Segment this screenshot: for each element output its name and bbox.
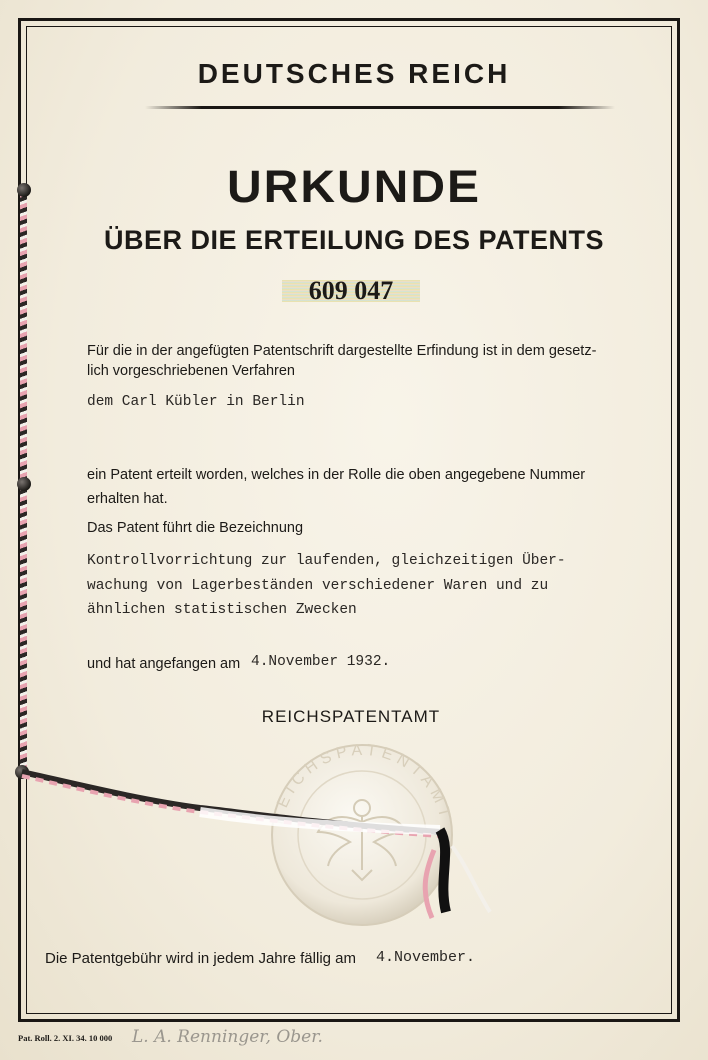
document-subtitle: ÜBER DIE ERTEILUNG DES PATENTS [103, 225, 605, 255]
patent-number: 609 047 [308, 276, 394, 305]
office-name: REICHSPATENTAMT [261, 707, 441, 726]
granted-text-line2: erhalten hat. [87, 491, 168, 507]
patent-holder: dem Carl Kübler in Berlin [87, 394, 305, 410]
country-heading: DEUTSCHES REICH [197, 58, 511, 89]
start-date: 4.November 1932. [251, 654, 391, 670]
intro-text-line1: Für die in der angefügten Patentschrift dargestellte Erfindung ist in dem gesetz- [87, 343, 597, 359]
seal-text: REICHSPATENTAMT [269, 741, 455, 826]
document-title: URKUNDE [227, 162, 481, 213]
start-label: und hat angefangen am [87, 656, 241, 672]
intro-text-line2: lich vorgeschriebenen Verfahren [87, 363, 295, 379]
designation-intro: Das Patent führt die Bezeichnung [87, 520, 304, 536]
designation-line1: Kontrollvorrichtung zur laufenden, gleichzeitigen Über- [87, 553, 566, 569]
granted-text-line1: ein Patent erteilt worden, welches in der Rolle die oben angegebene Nummer [87, 467, 586, 483]
fee-date: 4.November. [376, 949, 476, 966]
form-code: Pat. Roll. 2. XI. 34. 10 000 [18, 1033, 113, 1043]
fee-label: Die Patentgebühr wird in jedem Jahre fällig am [45, 950, 356, 967]
handwritten-signature: L. A. Renninger, Ober. [132, 1027, 323, 1047]
designation-line3: ähnlichen statistischen Zwecken [87, 602, 357, 618]
designation-line2: wachung von Lagerbeständen verschiedener Waren und zu [87, 578, 549, 594]
